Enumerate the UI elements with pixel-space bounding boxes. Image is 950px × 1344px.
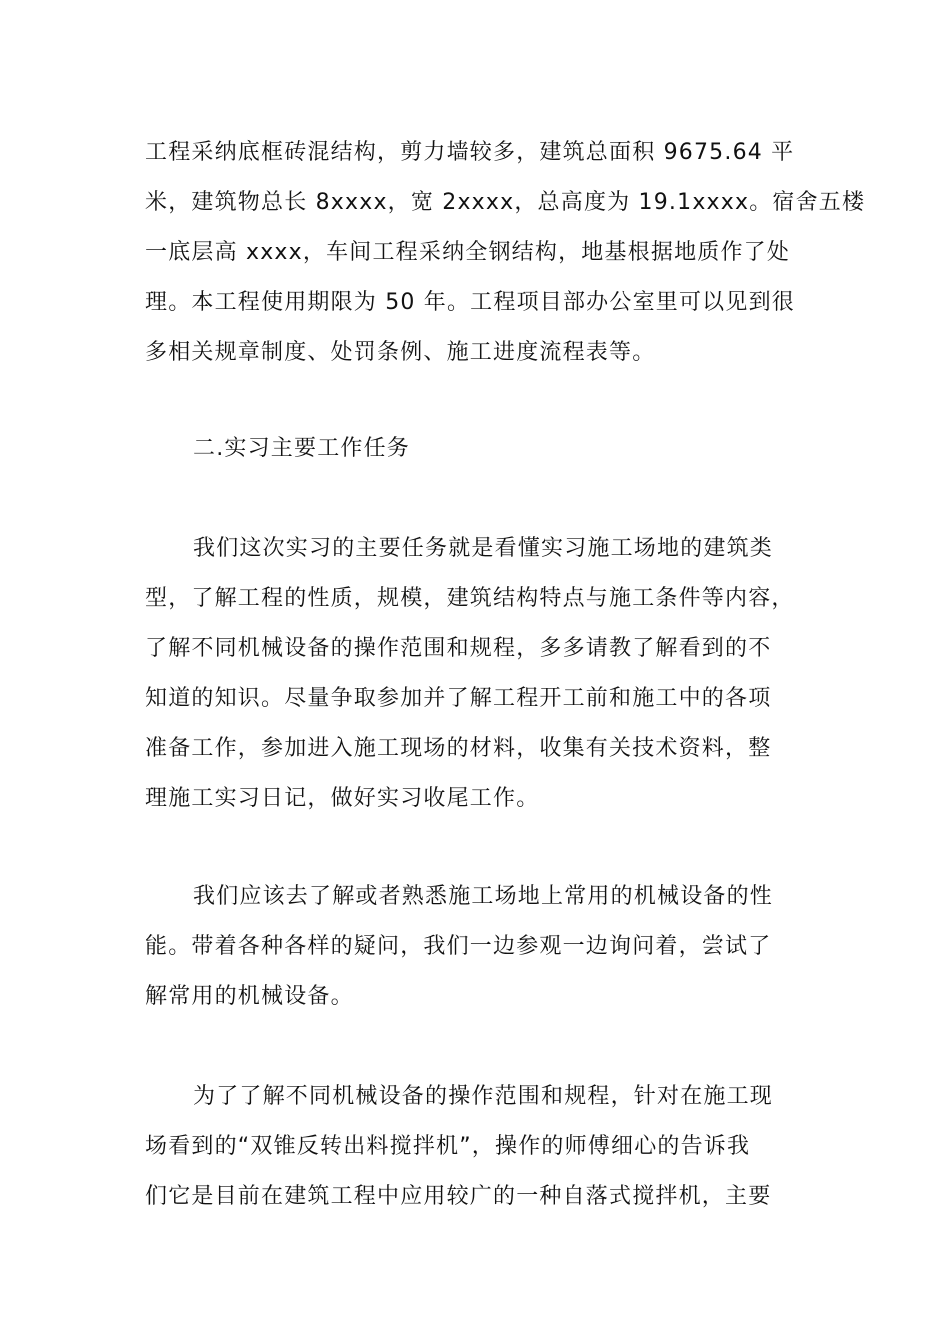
paragraph-main-tasks <box>145 524 815 824</box>
text-line: 们它是目前在建筑工程中应用较广的一种自落式搅拌机，主要 <box>145 1184 772 1209</box>
section-heading-block <box>145 424 815 474</box>
text-line: 为了了解不同机械设备的操作范围和规程，针对在施工现 <box>193 1084 774 1109</box>
text-line: 了解不同机械设备的操作范围和规程，多多请教了解看到的不 <box>145 636 772 661</box>
text-line: 我们这次实习的主要任务就是看懂实习施工场地的建筑类 <box>193 536 774 561</box>
text-line: 米，建筑物总长 8xxxx，宽 2xxxx，总高度为 19.1xxxx。宿舍五楼 <box>145 190 866 215</box>
text-line: 工程采纳底框砖混结构，剪力墙较多，建筑总面积 9675.64 平 <box>145 140 795 165</box>
text-line: 准备工作，参加进入施工现场的材料，收集有关技术资料，整 <box>145 736 772 761</box>
paragraph-mixer <box>145 1072 815 1222</box>
text-line: 理。本工程使用期限为 50 年。工程项目部办公室里可以见到很 <box>145 290 795 315</box>
paragraph-equipment <box>145 872 815 1022</box>
paragraph-project-overview <box>145 128 866 378</box>
text-line: 解常用的机械设备。 <box>145 984 354 1009</box>
text-line: 能。带着各种各样的疑问，我们一边参观一边询问着，尝试了 <box>145 934 772 959</box>
section-heading: 二.实习主要工作任务 <box>193 436 410 461</box>
text-line: 型，了解工程的性质，规模，建筑结构特点与施工条件等内容， <box>145 586 795 611</box>
text-line: 理施工实习日记，做好实习收尾工作。 <box>145 786 540 811</box>
text-line: 一底层高 xxxx，车间工程采纳全钢结构，地基根据地质作了处 <box>145 240 791 265</box>
text-line: 知道的知识。尽量争取参加并了解工程开工前和施工中的各项 <box>145 686 772 711</box>
text-line: 多相关规章制度、处罚条例、施工进度流程表等。 <box>145 340 656 365</box>
text-line: 我们应该去了解或者熟悉施工场地上常用的机械设备的性 <box>193 884 774 909</box>
text-line: 场看到的“双锥反转出料搅拌机”，操作的师傅细心的告诉我 <box>145 1134 751 1159</box>
